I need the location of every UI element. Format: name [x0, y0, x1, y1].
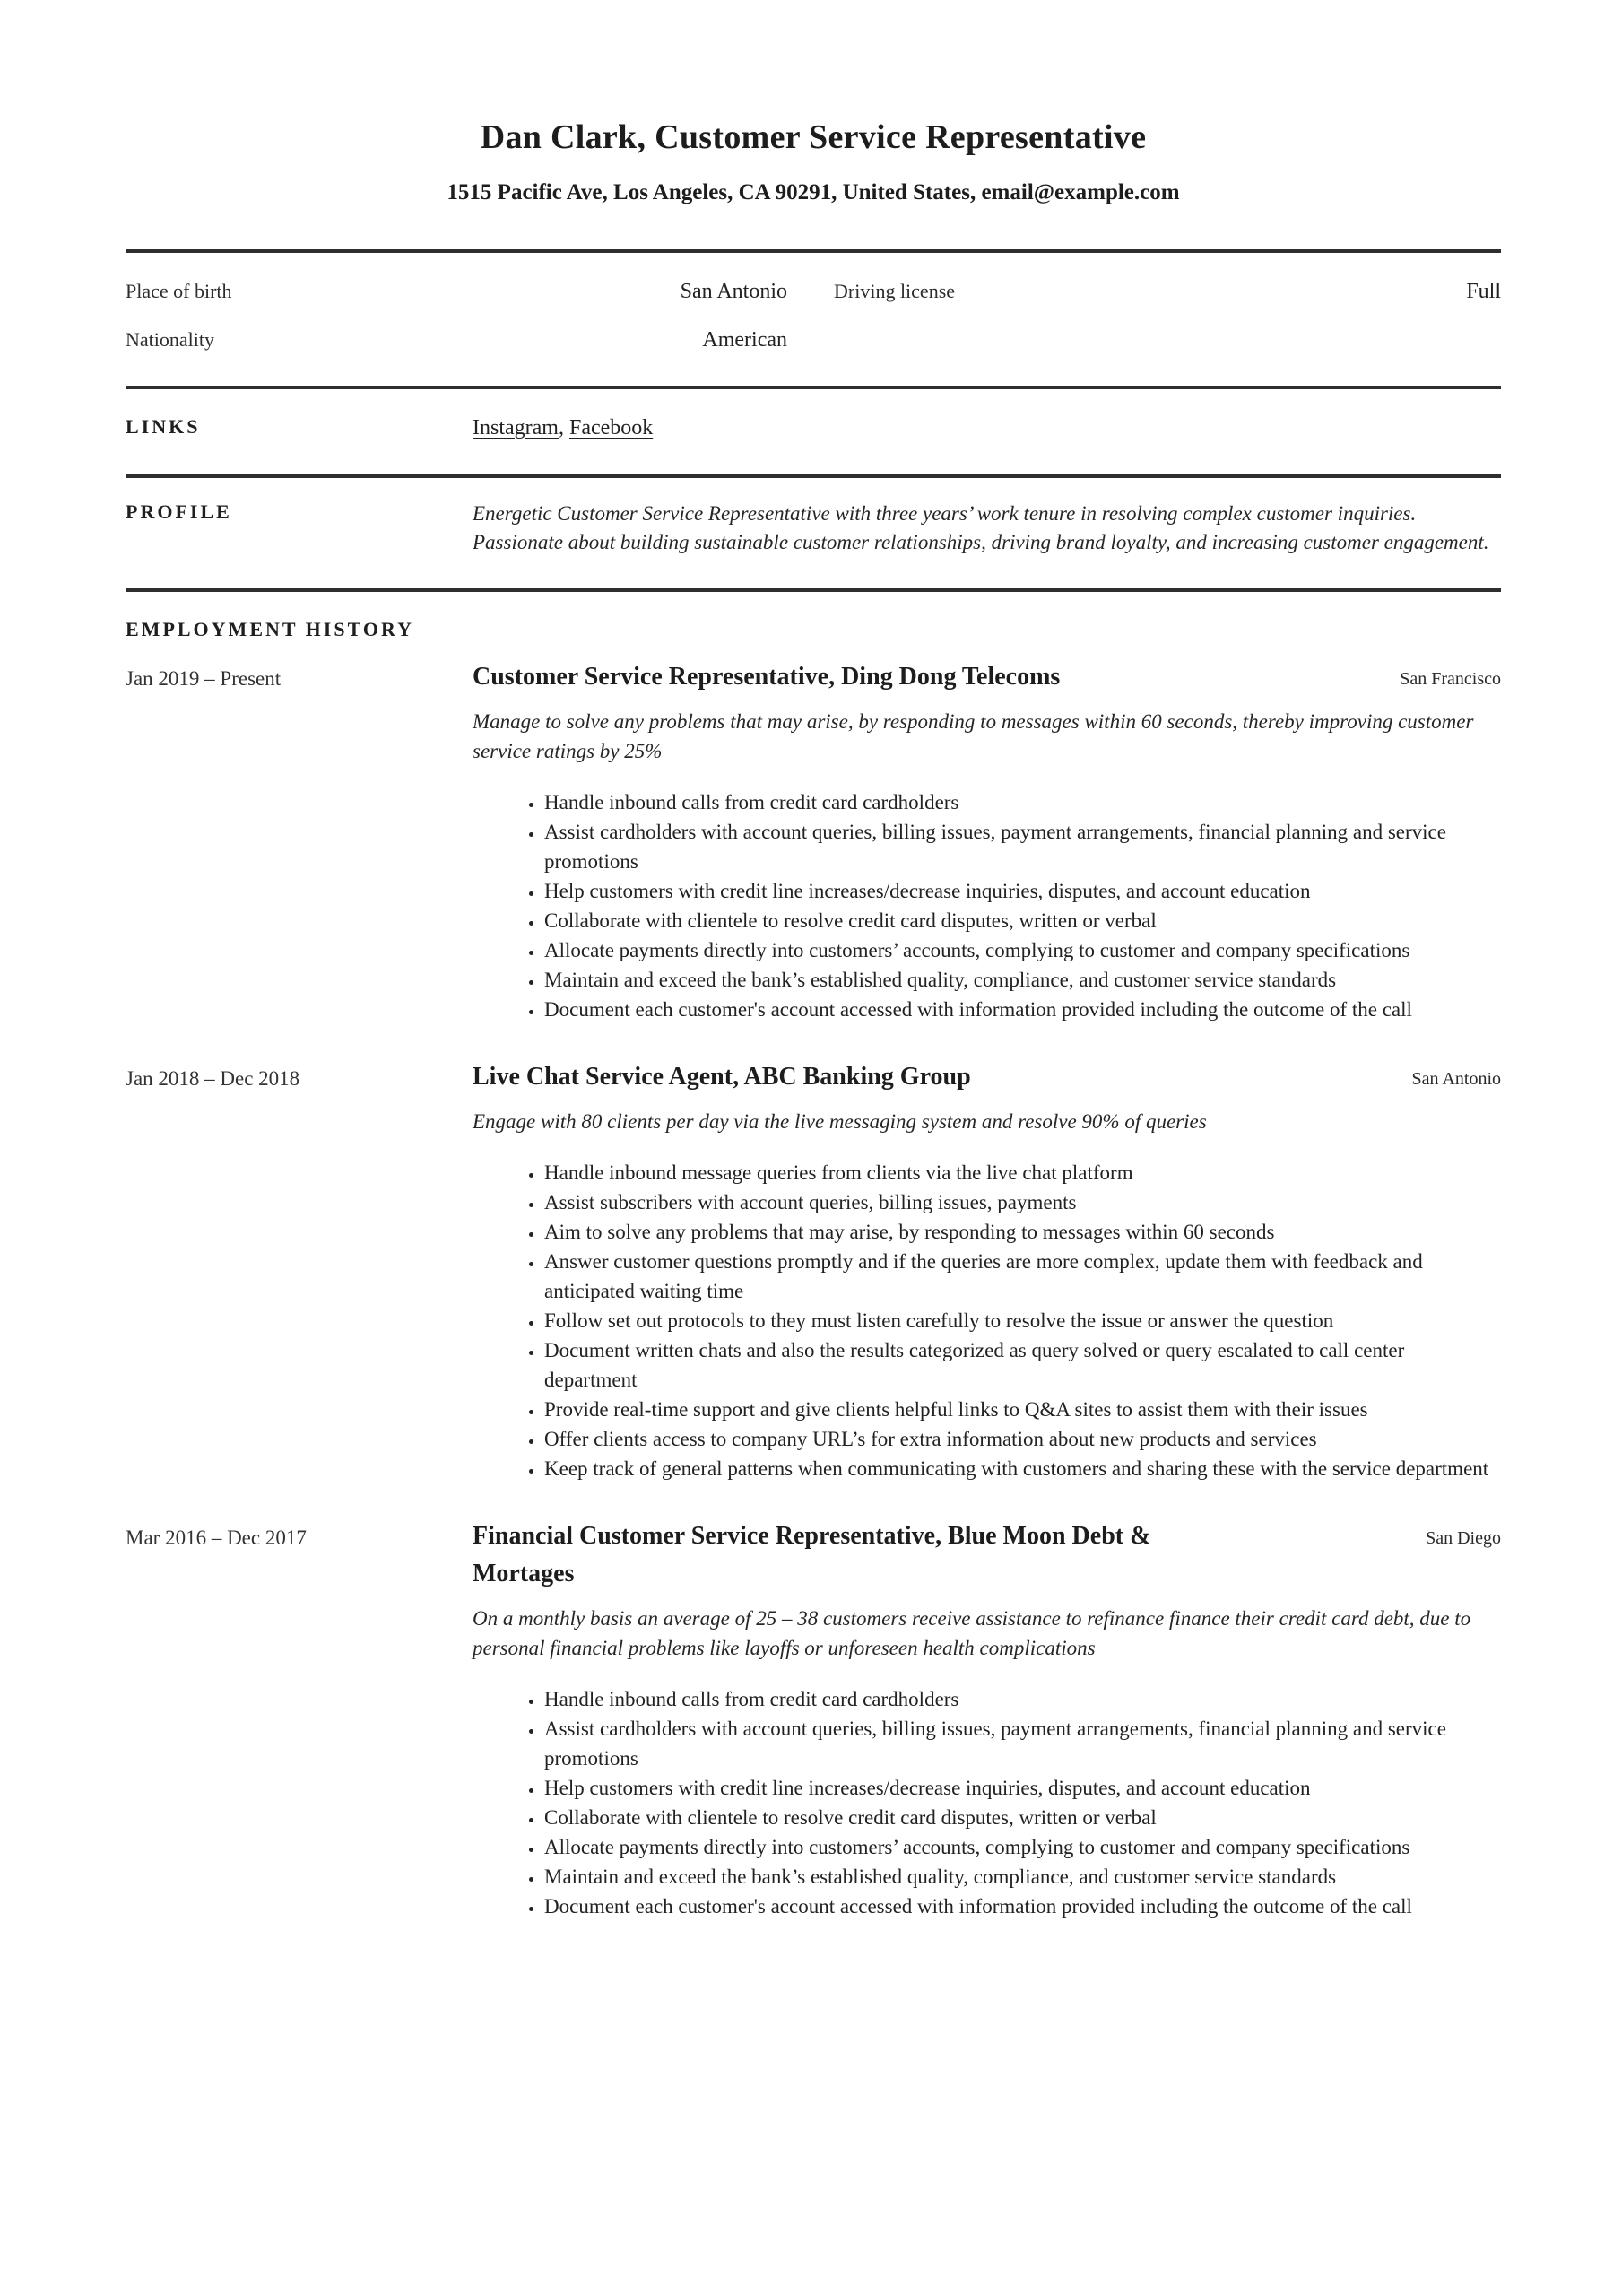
job-entry — [126, 1518, 1501, 1921]
job-head — [473, 658, 1501, 696]
nationality-label: Nationality — [126, 328, 214, 351]
bullet-item: • Handle inbound calls from credit card cardholders — [544, 787, 1501, 817]
resume-header — [126, 0, 1501, 206]
personal-details-row — [126, 276, 1501, 307]
profile-heading: PROFILE — [126, 500, 232, 523]
job-dates: Jan 2018 – Dec 2018 — [126, 1067, 300, 1090]
job-entry — [126, 1058, 1501, 1483]
section-divider — [126, 249, 1501, 253]
links-section — [126, 414, 1501, 441]
bullet-item: • Maintain and exceed the bank’s established quality, compliance, and customer service standards — [544, 965, 1501, 995]
instagram-link[interactable]: Instagram — [473, 416, 559, 439]
bullet-item: • Assist subscribers with account queries, billing issues, payments — [544, 1187, 1501, 1217]
job-entry — [126, 658, 1501, 1024]
job-main — [473, 1058, 1501, 1483]
job-bullet-list — [473, 787, 1501, 1024]
bullet-item: • Collaborate with clientele to resolve credit card disputes, written or verbal — [544, 1803, 1501, 1832]
bullet-item: • Assist cardholders with account queries, billing issues, payment arrangements, financial planning and service promotions — [544, 817, 1501, 876]
personal-details-row — [126, 325, 1501, 355]
nationality-value: American — [702, 328, 787, 352]
bullet-item: • Help customers with credit line increases/decrease inquiries, disputes, and account education — [544, 876, 1501, 906]
bullet-item: • Help customers with credit line increases/decrease inquiries, disputes, and account education — [544, 1773, 1501, 1803]
job-dates: Jan 2019 – Present — [126, 667, 282, 690]
bullet-item: • Document written chats and also the results categorized as query solved or query escalated to call center department — [544, 1335, 1501, 1395]
job-bullet-list — [473, 1158, 1501, 1483]
job-summary: Engage with 80 clients per day via the live messaging system and resolve 90% of queries — [473, 1110, 1207, 1133]
driving-license-value: Full — [1466, 280, 1501, 303]
facebook-link[interactable]: Facebook — [568, 416, 654, 439]
bullet-item: • Assist cardholders with account queries, billing issues, payment arrangements, financial planning and service promotions — [544, 1714, 1501, 1773]
job-title: Customer Service Representative, Ding Dong Telecoms — [473, 663, 1061, 691]
page-title: Dan Clark, Customer Service Representative — [480, 118, 1147, 156]
bullet-item: • Provide real-time support and give clients helpful links to Q&A sites to assist them with their issues — [544, 1395, 1501, 1424]
job-head — [473, 1518, 1501, 1593]
job-main — [473, 658, 1501, 1024]
job-main — [473, 1518, 1501, 1921]
job-location: San Antonio — [1411, 1069, 1501, 1089]
bullet-item: • Collaborate with clientele to resolve credit card disputes, written or verbal — [544, 906, 1501, 935]
bullet-item: • Keep track of general patterns when communicating with customers and sharing these with the service department — [544, 1454, 1501, 1483]
bullet-item: • Allocate payments directly into customers’ accounts, complying to customer and company specifications — [544, 1832, 1501, 1862]
place-of-birth-value: San Antonio — [680, 280, 787, 303]
job-bullet-list — [473, 1684, 1501, 1921]
bullet-item: • Offer clients access to company URL’s for extra information about new products and services — [544, 1424, 1501, 1454]
links-list — [473, 414, 1501, 441]
bullet-item: • Follow set out protocols to they must listen carefully to resolve the issue or answer the question — [544, 1306, 1501, 1335]
job-head — [473, 1058, 1501, 1096]
bullet-item: • Maintain and exceed the bank’s established quality, compliance, and customer service standards — [544, 1862, 1501, 1892]
profile-text: Energetic Customer Service Representative with three years’ work tenure in resolving complex customer inquiries. Passionate about building sustainable customer relationships, driving brand loyalty, and increasing customer engagement. — [473, 502, 1489, 553]
links-heading: LINKS — [126, 415, 201, 438]
profile-section — [126, 500, 1501, 557]
job-summary: Manage to solve any problems that may arise, by responding to messages within 60 seconds, thereby improving customer service ratings by 25% — [473, 710, 1474, 762]
bullet-item: • Handle inbound message queries from clients via the live chat platform — [544, 1158, 1501, 1187]
bullet-item: • Allocate payments directly into customers’ accounts, complying to customer and company specifications — [544, 935, 1501, 965]
job-title: Financial Customer Service Representative, Blue Moon Debt & Mortages — [473, 1522, 1151, 1587]
job-title: Live Chat Service Agent, ABC Banking Group — [473, 1063, 971, 1091]
contact-line: 1515 Pacific Ave, Los Angeles, CA 90291, United States, email@example.com — [447, 180, 1180, 204]
section-divider — [126, 386, 1501, 389]
links-separator: , — [558, 416, 569, 439]
job-location: San Francisco — [1400, 669, 1501, 689]
driving-license-label: Driving license — [834, 280, 956, 302]
employment-history-heading: EMPLOYMENT HISTORY — [126, 618, 414, 640]
place-of-birth-label: Place of birth — [126, 280, 232, 302]
job-location: San Diego — [1426, 1528, 1501, 1548]
section-divider — [126, 588, 1501, 592]
bullet-item: • Answer customer questions promptly and if the queries are more complex, update them with feedback and anticipated waiting time — [544, 1247, 1501, 1306]
section-divider — [126, 474, 1501, 478]
bullet-item: • Document each customer's account accessed with information provided including the outcome of the call — [544, 995, 1501, 1024]
bullet-item: • Handle inbound calls from credit card cardholders — [544, 1684, 1501, 1714]
bullet-item: • Aim to solve any problems that may arise, by responding to messages within 60 seconds — [544, 1217, 1501, 1247]
job-dates: Mar 2016 – Dec 2017 — [126, 1526, 307, 1549]
bullet-item: • Document each customer's account accessed with information provided including the outcome of the call — [544, 1892, 1501, 1921]
job-summary: On a monthly basis an average of 25 – 38 customers receive assistance to refinance finance their credit card debt, due to personal financial problems like layoffs or unforeseen health complications — [473, 1607, 1471, 1659]
